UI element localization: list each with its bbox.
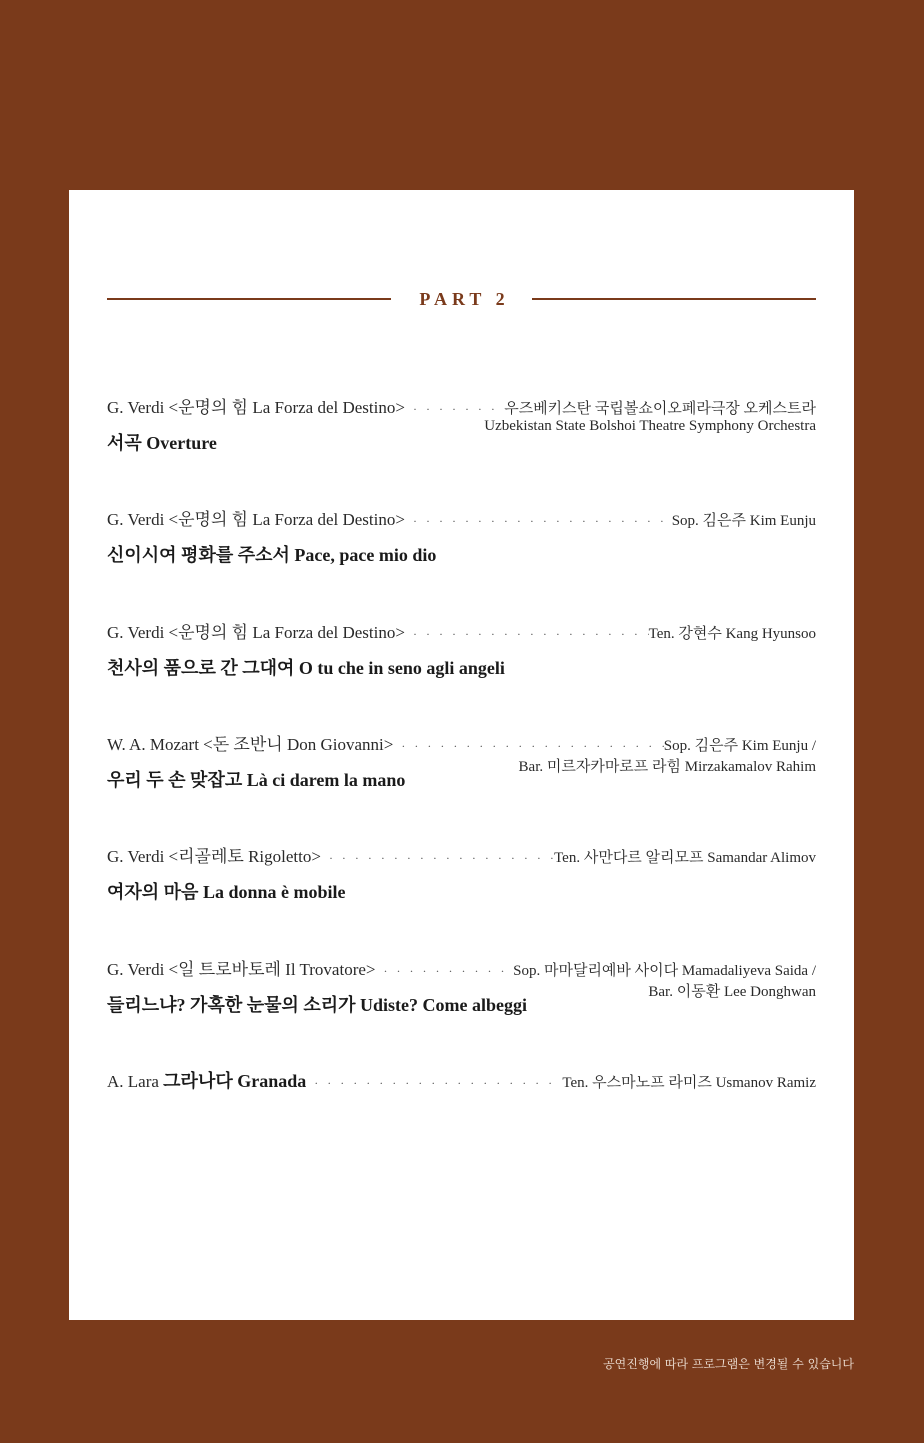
program-entry	[107, 842, 816, 912]
composer-work: G. Verdi <운명의 힘 La Forza del Destino>	[107, 623, 405, 642]
performer-secondary: Bar. 미르자카마로프 라힘 Mirzakamalov Rahim	[518, 759, 816, 775]
program-card	[69, 190, 854, 1320]
program-entry	[107, 730, 816, 800]
piece-title: 서곡 Overture	[107, 433, 217, 453]
program-entry	[107, 393, 816, 463]
dot-leader	[306, 1076, 562, 1091]
performer: Sop. 마마달리예바 사이다 Mamadaliyeva Saida /	[513, 963, 816, 979]
dot-leader	[405, 627, 649, 642]
program-entry	[107, 955, 816, 1025]
piece-title: 들리느냐? 가혹한 눈물의 소리가 Udiste? Come albeggi	[107, 995, 528, 1015]
dot-leader	[405, 514, 672, 529]
composer-work: G. Verdi <리골레토 Rigoletto>	[107, 847, 321, 866]
header-rule-left	[107, 298, 391, 300]
performer: Ten. 사만다르 알리모프 Samandar Alimov	[554, 850, 816, 866]
performer: 우즈베키스탄 국립볼쇼이오페라극장 오케스트라	[504, 401, 816, 417]
program-entry	[107, 618, 816, 688]
composer-name	[107, 1067, 306, 1093]
performer: Ten. 우스마노프 라미즈 Usmanov Ramiz	[562, 1075, 816, 1091]
dot-leader	[405, 402, 504, 417]
program-change-notice: 공연진행에 따라 프로그램은 변경될 수 있습니다	[603, 1357, 854, 1371]
program-entry	[107, 1067, 816, 1137]
performer-secondary: Bar. 이동환 Lee Donghwan	[648, 984, 816, 1000]
dot-leader	[321, 851, 554, 866]
composer: A. Lara	[107, 1072, 159, 1091]
header-rule-right	[532, 298, 816, 300]
dot-leader	[376, 964, 514, 979]
part-title: PART 2	[419, 288, 510, 309]
program-entry	[107, 505, 816, 575]
performer: Sop. 김은주 Kim Eunju /	[663, 738, 816, 754]
piece-title: 천사의 품으로 간 그대여 O tu che in seno agli angeli	[107, 658, 505, 678]
piece-title: 여자의 마음 La donna è mobile	[107, 882, 346, 902]
dot-leader	[393, 739, 663, 754]
composer-work: G. Verdi <일 트로바토레 Il Trovatore>	[107, 960, 376, 979]
piece-title: 신이시여 평화를 주소서 Pace, pace mio dio	[107, 545, 437, 565]
performer: Sop. 김은주 Kim Eunju	[671, 513, 816, 529]
performer: Ten. 강현수 Kang Hyunsoo	[648, 626, 816, 642]
piece-title: 우리 두 손 맞잡고 Là ci darem la mano	[107, 770, 406, 790]
composer-work: G. Verdi <운명의 힘 La Forza del Destino>	[107, 398, 405, 417]
part-header	[107, 287, 816, 311]
performer-secondary: Uzbekistan State Bolshoi Theatre Symphony Orchestra	[484, 418, 816, 434]
piece-title: 그라나다 Granada	[163, 1071, 307, 1091]
composer-work: W. A. Mozart <돈 조반니 Don Giovanni>	[107, 735, 394, 754]
composer-work: G. Verdi <운명의 힘 La Forza del Destino>	[107, 510, 405, 529]
